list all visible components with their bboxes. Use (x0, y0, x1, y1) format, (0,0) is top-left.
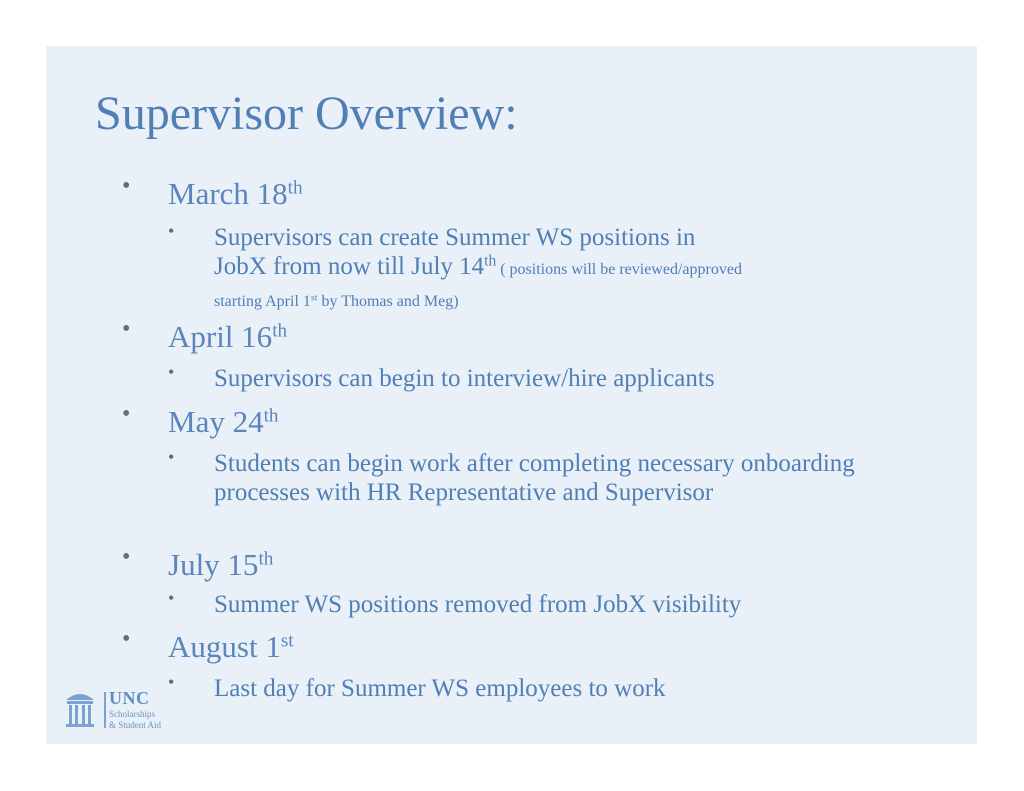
bullet-icon: • (168, 447, 175, 467)
unc-logo (62, 688, 192, 734)
item-text: Supervisors can create Summer WS positions in JobX from now till July 14th ( positions will be reviewed/approved starting April 1st by Thomas and Meg) (214, 224, 742, 310)
old-well-icon (62, 688, 98, 730)
slide (46, 46, 977, 744)
logo-divider (104, 692, 106, 728)
bullet-icon: • (122, 626, 131, 652)
item-text: Summer WS positions removed from JobX visibility (214, 591, 742, 618)
bullet-icon: • (122, 401, 131, 427)
item-text: Supervisors can begin to interview/hire applicants (214, 365, 715, 392)
bullet-icon: • (168, 362, 175, 382)
bullet-icon: • (122, 544, 131, 570)
date-heading: April 16th (168, 319, 288, 354)
logo-subtitle-line2: & Student Aid (109, 720, 162, 730)
date-heading: July 15th (168, 547, 274, 582)
bullet-list (46, 46, 977, 744)
bullet-icon: • (122, 173, 131, 199)
date-heading: March 18th (168, 176, 303, 211)
item-text: Last day for Summer WS employees to work (214, 675, 666, 702)
date-heading: May 24th (168, 404, 279, 439)
date-heading: August 1st (168, 629, 294, 664)
bullet-icon: • (168, 588, 175, 608)
bullet-icon: • (122, 316, 131, 342)
slide-title: Supervisor Overview: (95, 87, 518, 140)
bullet-icon: • (168, 221, 175, 241)
logo-subtitle-line1: Scholarships (109, 709, 155, 719)
logo-wordmark: UNC (109, 688, 150, 708)
bullet-icon: • (168, 672, 175, 692)
item-text: Students can begin work after completing necessary onboarding processes with HR Representative and Supervisor (214, 450, 855, 506)
